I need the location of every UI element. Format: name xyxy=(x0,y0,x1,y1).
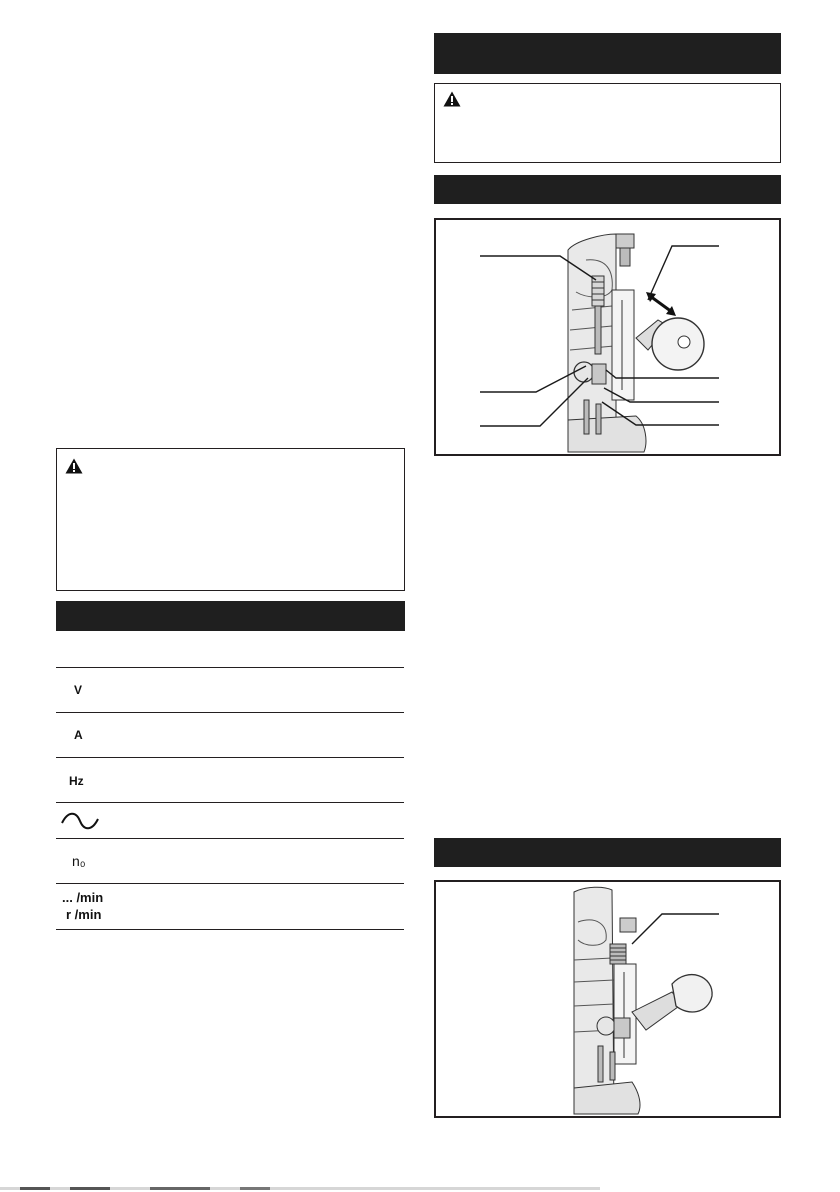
symbol-row-hertz xyxy=(56,758,404,803)
symbol-hertz: Hz xyxy=(69,774,84,788)
symbol-amperes: A xyxy=(74,728,83,742)
symbol-row-header xyxy=(56,631,404,668)
symbol-row-amperes xyxy=(56,713,404,758)
symbol-volts: V xyxy=(74,683,83,697)
symbol-row-per-minute xyxy=(56,884,404,930)
symbol-row-alternating-current xyxy=(56,803,404,839)
warning-box-left xyxy=(56,448,405,591)
symbol-row-no-load-speed xyxy=(56,839,404,884)
warning-box-right xyxy=(434,83,781,163)
figure-depth-adjustment xyxy=(434,218,781,456)
warning-triangle-icon xyxy=(443,91,461,107)
router-illustration-2 xyxy=(436,882,779,1116)
router-illustration-1 xyxy=(436,220,779,454)
section-header-top xyxy=(434,33,781,74)
symbol-no-load-speed: n₀ xyxy=(72,853,86,869)
warning-triangle-icon xyxy=(65,458,83,474)
symbol-row-volts xyxy=(56,668,404,713)
symbol-revolutions-per-minute: r /min xyxy=(66,907,102,922)
symbol-per-minute: ... /min xyxy=(62,890,104,905)
figure2-header xyxy=(434,838,781,867)
symbols-header xyxy=(56,601,405,631)
figure-stopper-adjustment xyxy=(434,880,781,1118)
figure1-header xyxy=(434,175,781,204)
alternating-current-icon xyxy=(60,811,100,831)
bottom-edge-strip xyxy=(0,1186,840,1192)
